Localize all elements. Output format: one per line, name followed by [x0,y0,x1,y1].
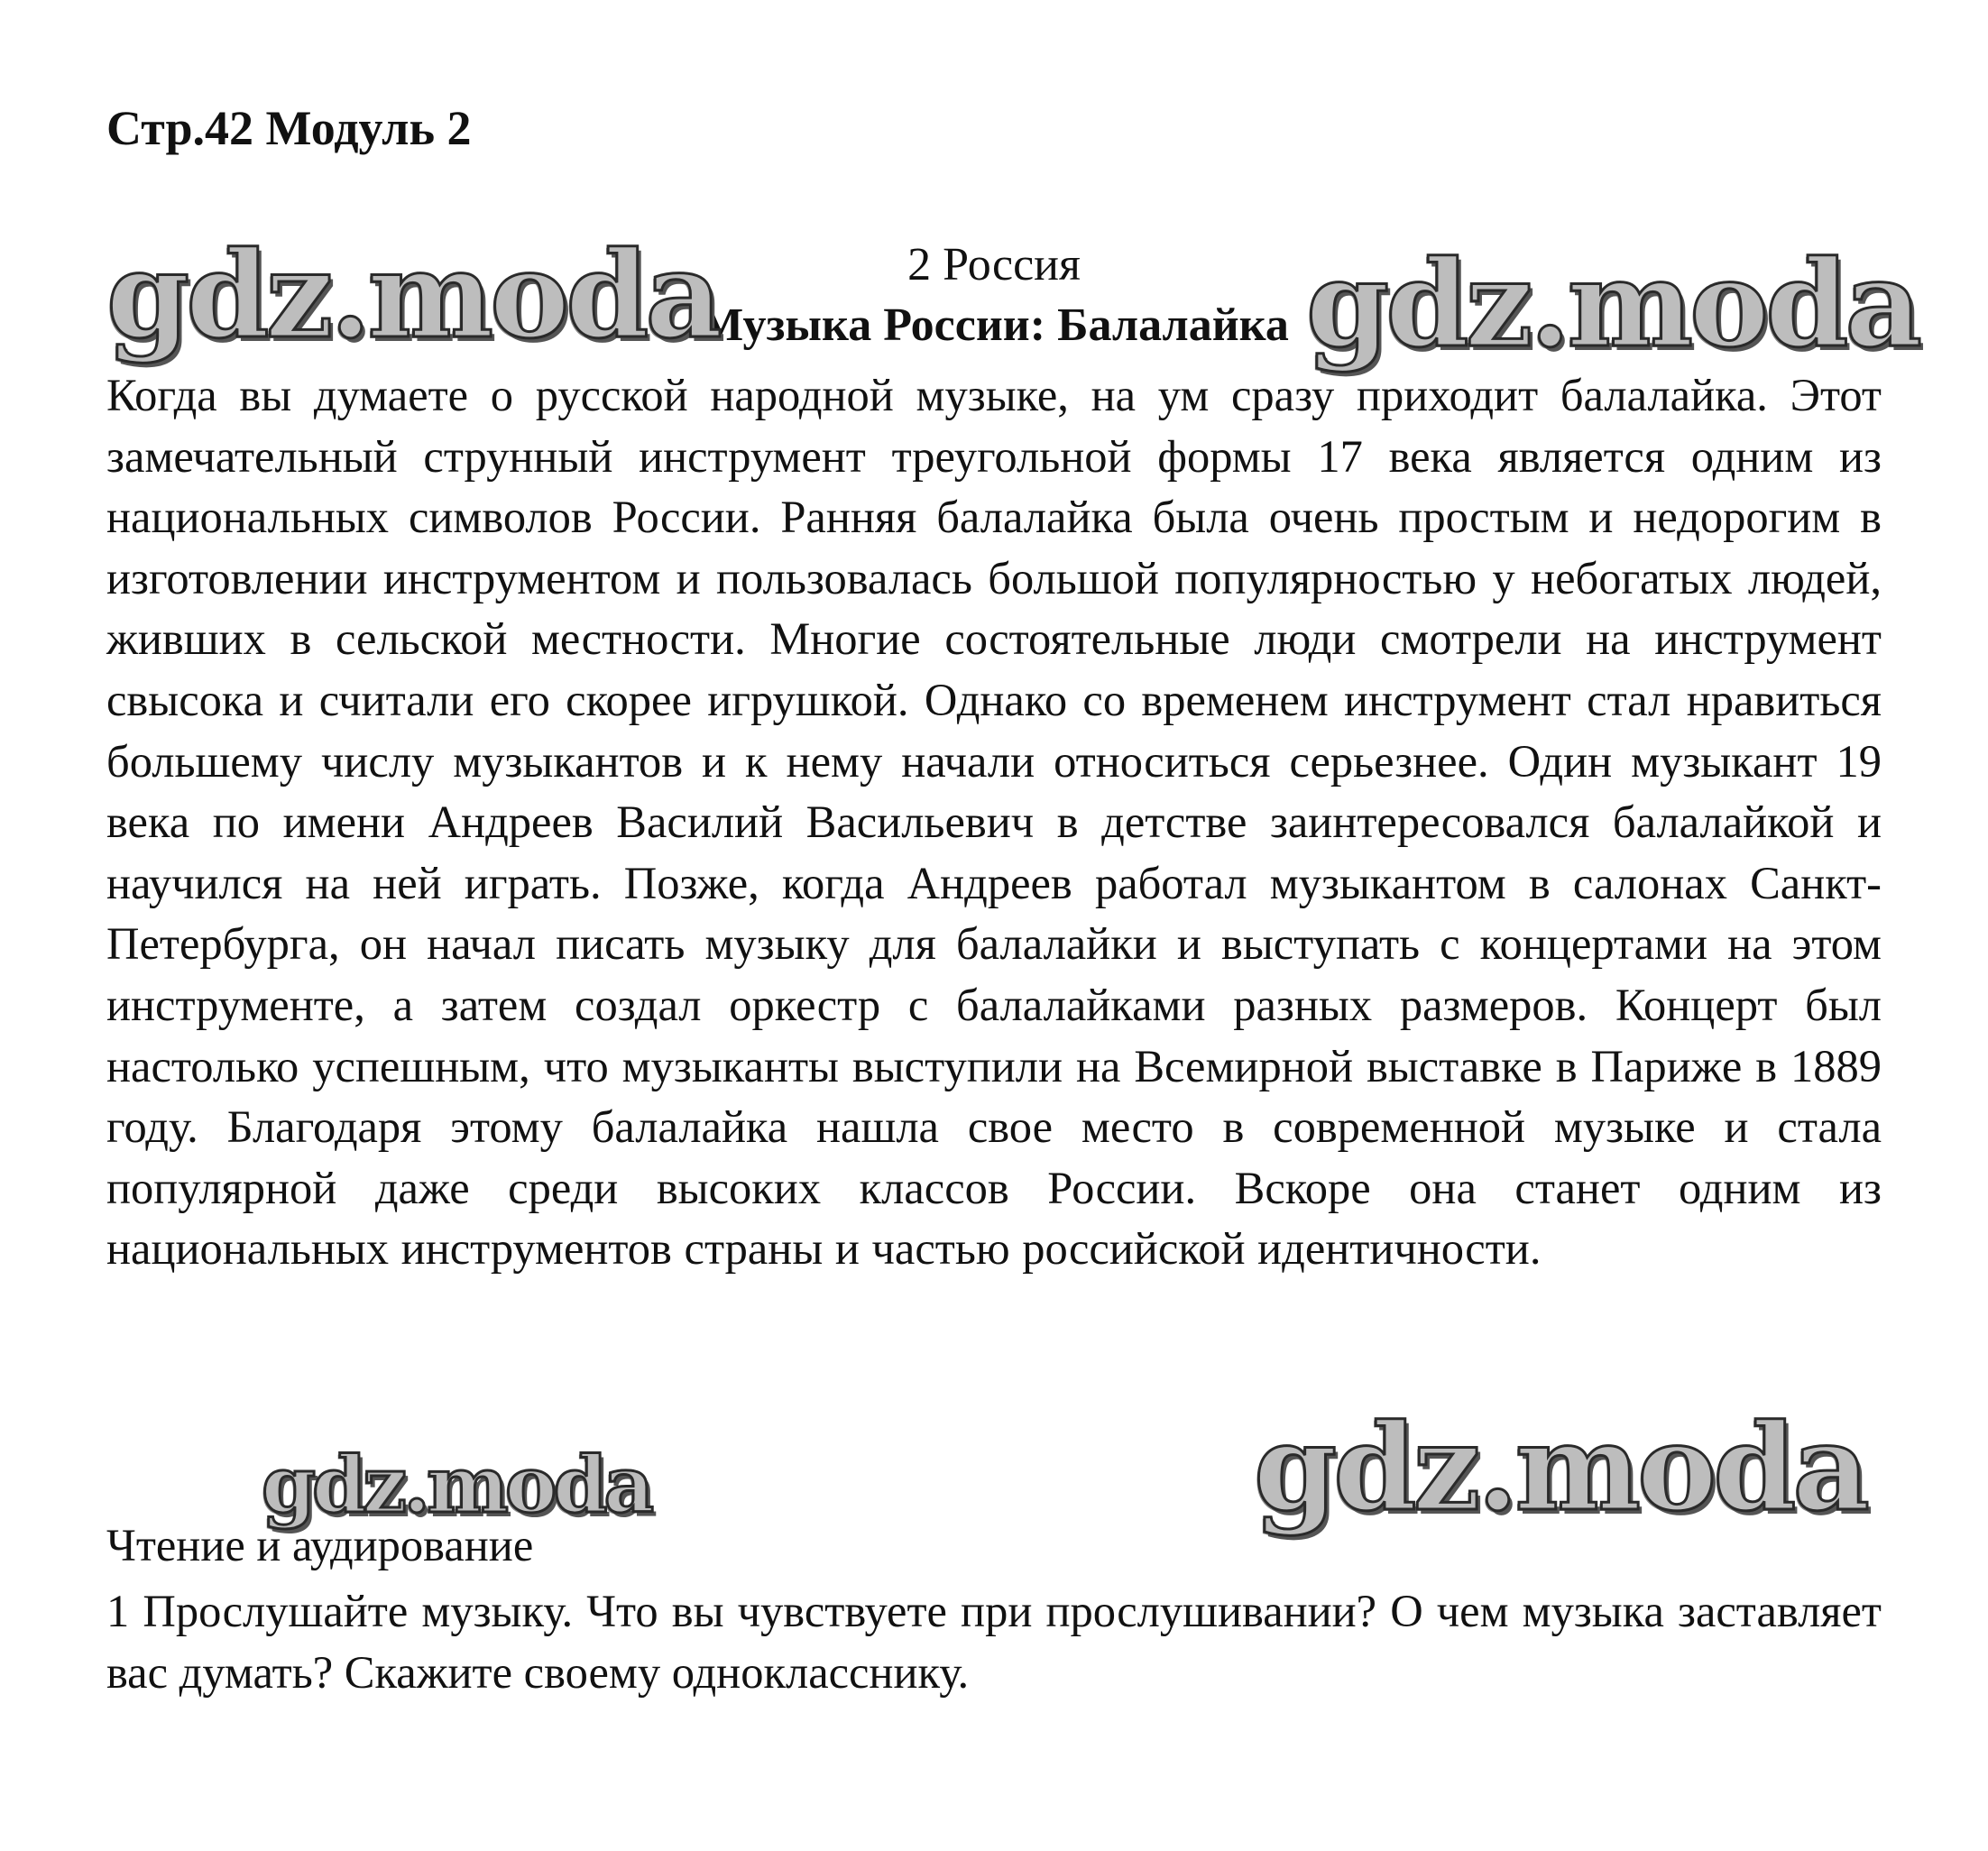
watermark-logo: gdz.moda [106,226,720,365]
reading-listening-subheading: Чтение и аудирование [106,1520,534,1570]
body-paragraph: Когда вы думаете о русской народной музыке, на ум сразу приходит балалайка. Этот замечательный струнный инструмент треугольной формы 17 века является одним из национальных символов России. Ранняя балалайка была очень простым и недорогим в изготовлении инструментом и пользовалась большой популярностью у небогатых людей, живших в сельской местности. Многие состоятельные люди смотрели на инструмент свысока и считали его скорее игрушкой. Однако со временем инструмент стал нравиться большему числу музыкантов и к нему начали относиться серьезнее. Один музыкант 19 века по имени Андреев Василий Васильевич в детстве заинтересовался балалайкой и научился на ней играть. Позже, когда Андреев работал музыкантом в салонах Санкт-Петербурга, он начал писать музыку для балалайки и выступать с концертами на этом инструменте, а затем создал оркестр с балалайками разных размеров. Концерт был настолько успешным, что музыканты выступили на Всемирной выставке в Париже в 1889 году. Благодаря этому балалайка нашла свое место в современной музыке и стала популярной даже среди высоких классов России. Вскоре она станет одним из национальных инструментов страны и частью российской идентичности. [106,370,1882,1275]
page-heading: Стр.42 Модуль 2 [106,101,472,155]
chapter-number: 2 Россия [907,239,1081,290]
exercise-1: 1 Прослушайте музыку. Что вы чувствуете при прослушивании? О чем музыка заставляет вас думать? Скажите своему однокласснику. [106,1586,1882,1698]
watermark-logo: gdz.moda [1254,1398,1867,1538]
watermark-logo: gdz.moda [262,1440,651,1531]
section-title: Музыка России: Балалайка [699,299,1289,351]
watermark-logo: gdz.moda [1306,235,1919,374]
